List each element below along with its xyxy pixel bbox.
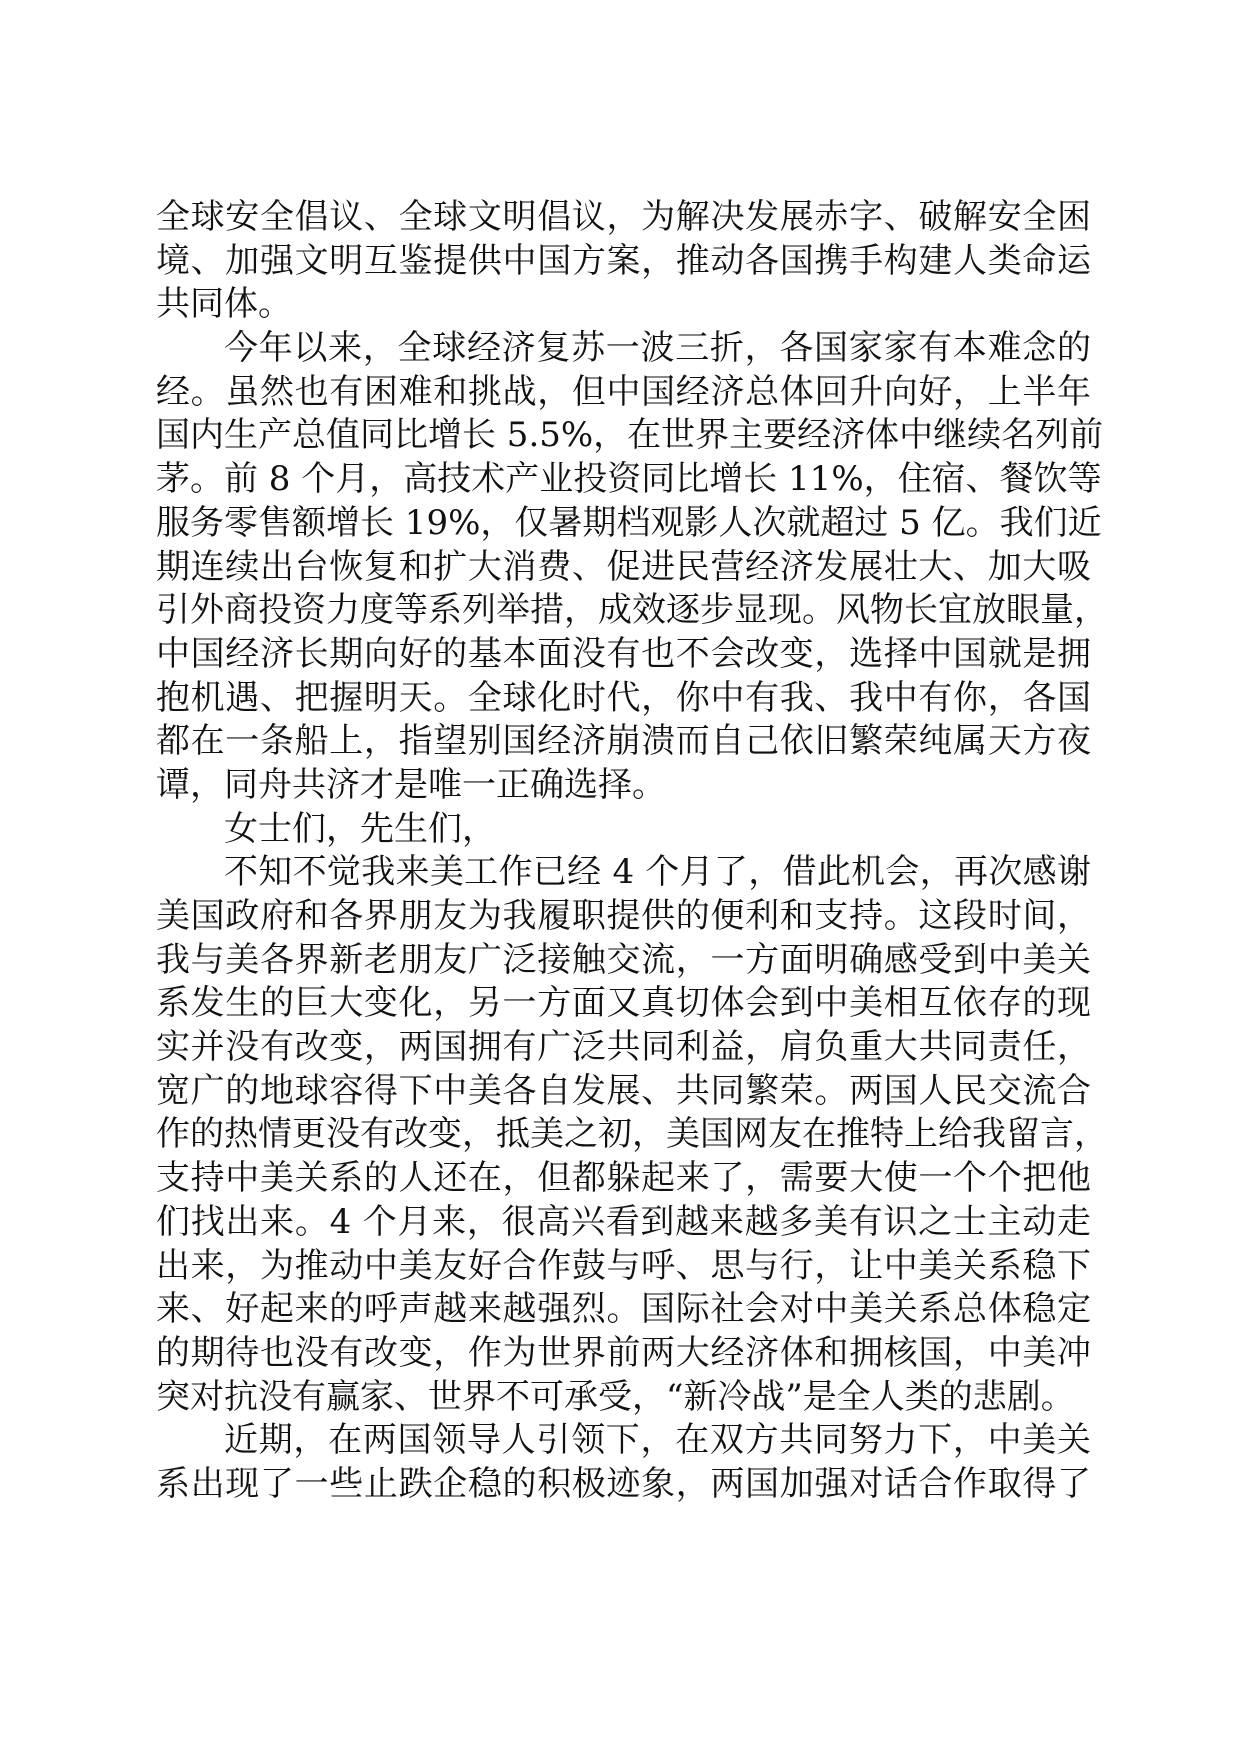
text-line: 共同体。 [156,284,292,325]
text-line: 们找出来。4 个月来，很高兴看到越来越多美有识之士主动走 [156,1201,1091,1242]
text-line: 系发生的巨大变化，另一方面又真切体会到中美相互依存的现 [156,983,1091,1024]
text-line: 引外商投资力度等系列举措，成效逐步显现。风物长宜放眼量， [156,590,1108,631]
text-line: 经。虽然也有困难和挑战，但中国经济总体回升向好，上半年 [156,371,1091,412]
text-line: 期连续出台恢复和扩大消费、促进民营经济发展壮大、加大吸 [156,546,1091,587]
text-line: 系出现了一些止跌企稳的积极迹象，两国加强对话合作取得了 [156,1463,1091,1504]
text-line: 我与美各界新老朋友广泛接触交流，一方面明确感受到中美关 [156,939,1091,980]
text-line: 全球安全倡议、全球文明倡议，为解决发展赤字、破解安全困 [156,197,1091,237]
text-line: 谭，同舟共济才是唯一正确选择。 [156,764,666,805]
text-line: 境、加强文明互鉴提供中国方案，推动各国携手构建人类命运 [156,240,1091,281]
text-line: 不知不觉我来美工作已经 4 个月了，借此机会，再次感谢 [224,852,1091,893]
text-line: 出来，为推动中美友好合作鼓与呼、思与行，让中美关系稳下 [156,1245,1091,1286]
text-line: 今年以来，全球经济复苏一波三折，各国家家有本难念的 [224,328,1091,369]
text-line: 来、好起来的呼声越来越强烈。国际社会对中美关系总体稳定 [156,1289,1091,1330]
text-line: 实并没有改变，两国拥有广泛共同利益，肩负重大共同责任， [156,1027,1091,1068]
document-body [156,196,1108,1507]
text-line: 美国政府和各界朋友为我履职提供的便利和支持。这段时间， [156,896,1091,936]
text-line: 的期待也没有改变，作为世界前两大经济体和拥核国，中美冲 [156,1332,1091,1373]
text-line: 支持中美关系的人还在，但都躲起来了，需要大使一个个把他 [156,1158,1091,1199]
text-line: 都在一条船上，指望别国经济崩溃而自己依旧繁荣纯属天方夜 [156,721,1091,762]
salutation-line: 女士们，先生们， [224,808,496,849]
text-line: 国内生产总值同比增长 5.5%，在世界主要经济体中继续名列前 [156,415,1104,456]
text-line: 服务零售额增长 19%，仅暑期档观影人次就超过 5 亿。我们近 [156,502,1102,543]
text-line: 近期，在两国领导人引领下，在双方共同努力下，中美关 [224,1420,1091,1461]
text-line: 作的热情更没有改变，抵美之初，美国网友在推特上给我留言， [156,1114,1108,1155]
text-line: 宽广的地球容得下中美各自发展、共同繁荣。两国人民交流合 [156,1070,1091,1111]
text-line: 中国经济长期向好的基本面没有也不会改变，选择中国就是拥 [156,633,1091,674]
text-line: 抱机遇、把握明天。全球化时代，你中有我、我中有你，各国 [156,677,1091,718]
text-line: 突对抗没有赢家、世界不可承受，“新冷战”是全人类的悲剧。 [156,1376,1075,1417]
text-line: 茅。前 8 个月，高技术产业投资同比增长 11%，住宿、餐饮等 [156,459,1102,500]
